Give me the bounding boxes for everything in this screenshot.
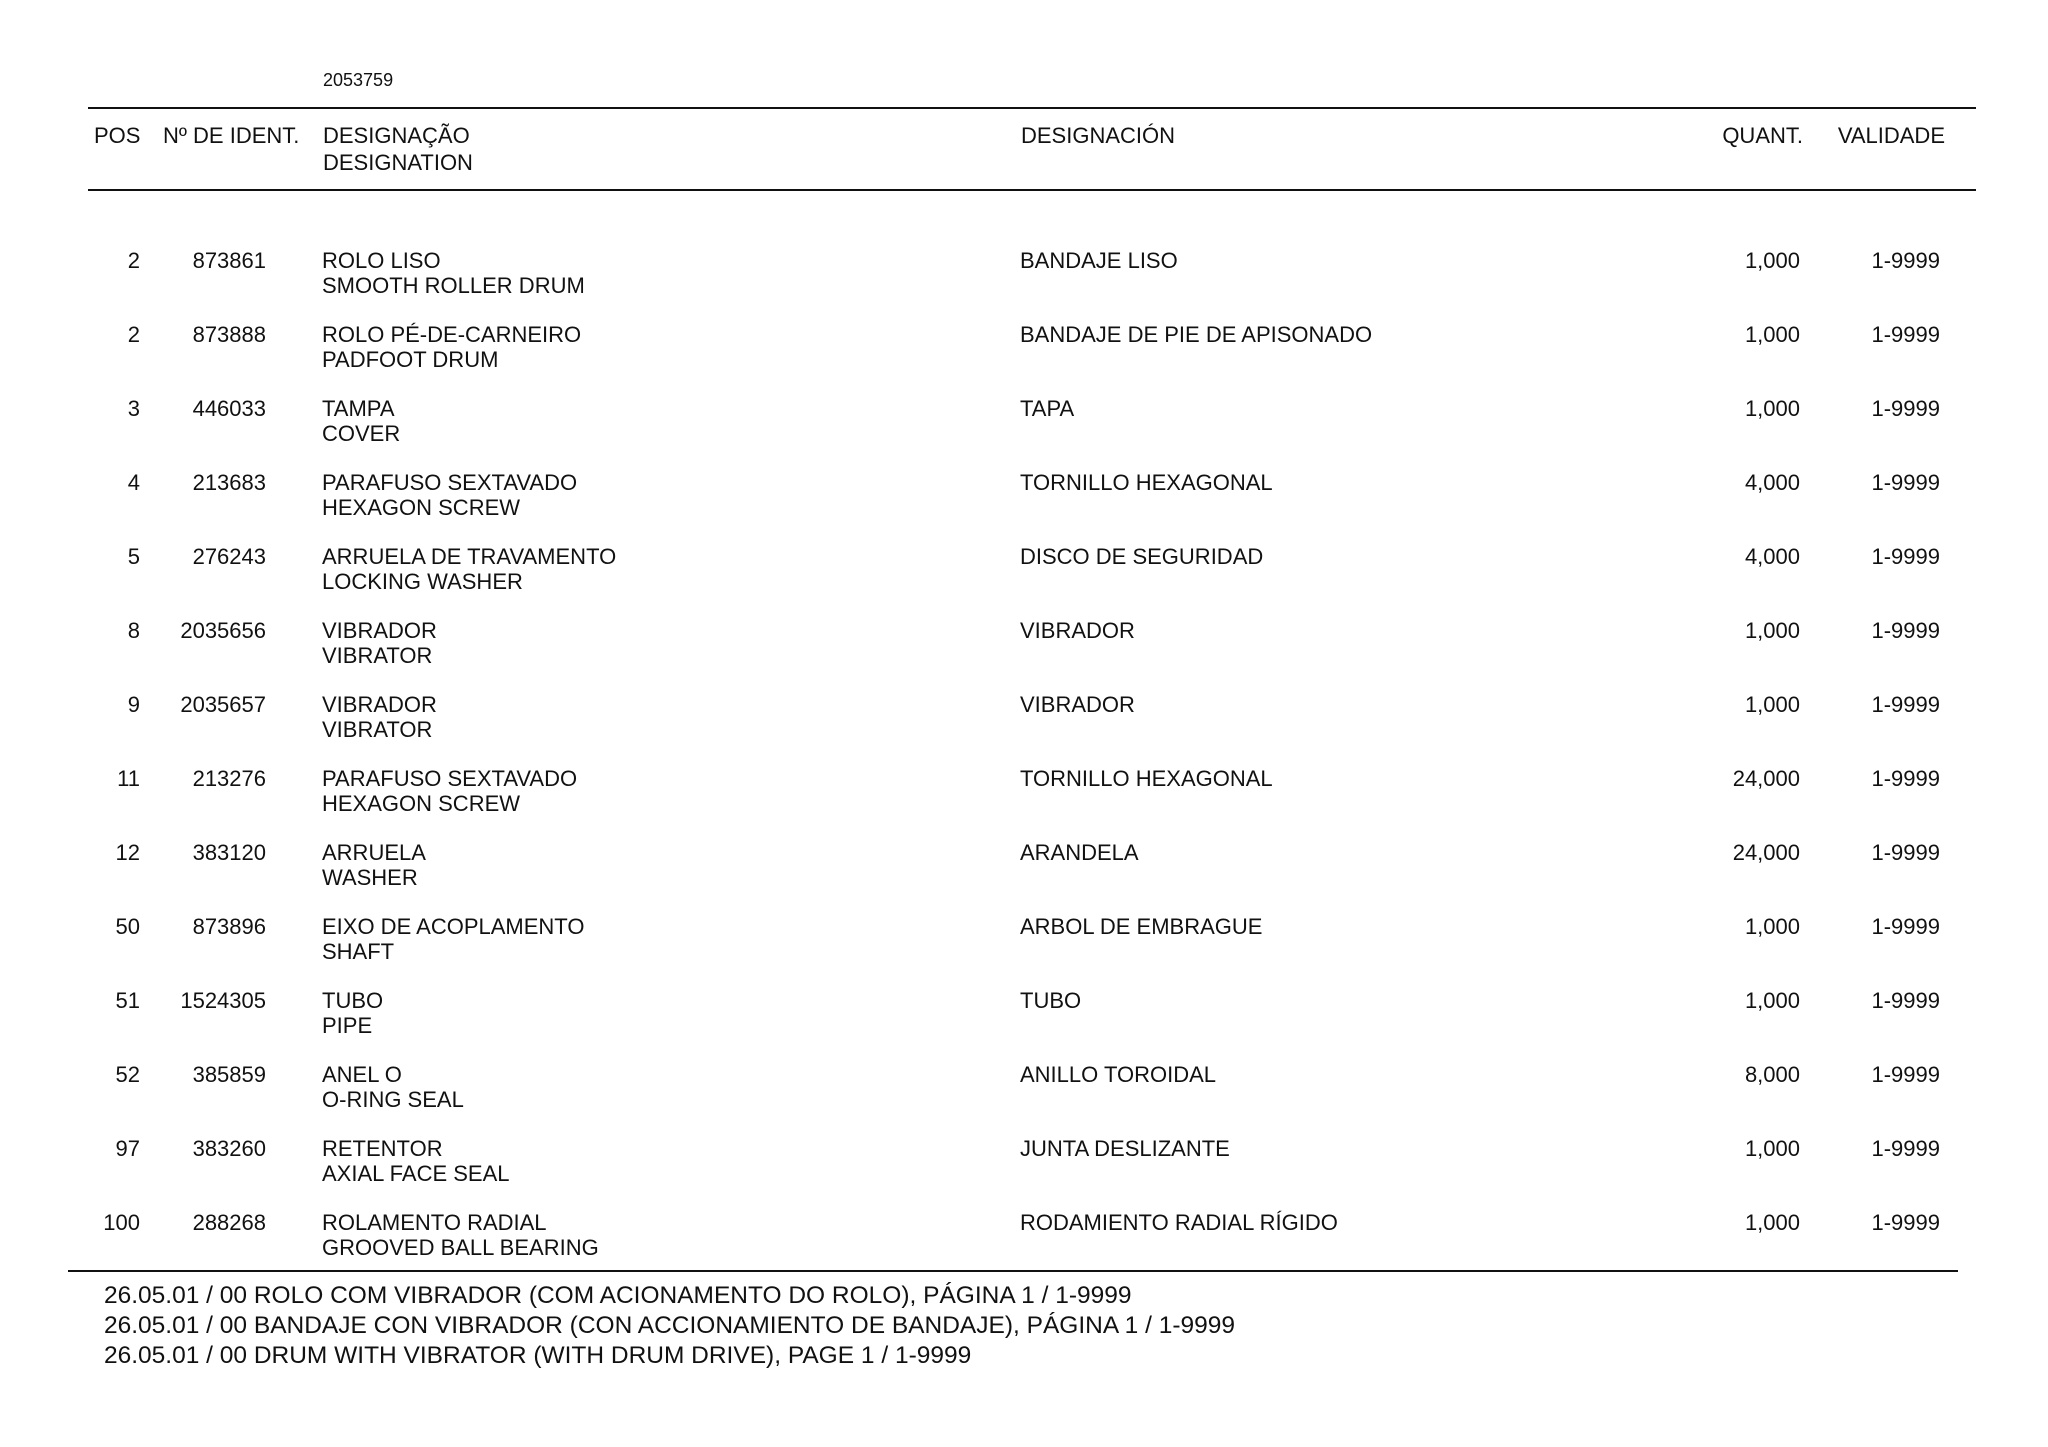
table-row [0,396,2048,470]
row-ident: 213276 [192,766,266,791]
row-designation-es: DISCO DE SEGURIDAD [1020,544,1264,569]
row-validity: 1-9999 [1871,692,1940,717]
row-designation-pt-en [322,840,426,890]
row-validity: 1-9999 [1871,766,1940,791]
row-designation-pt: PARAFUSO SEXTAVADO [322,766,578,791]
row-designation-en: COVER [322,421,401,446]
row-designation-pt: VIBRADOR [322,692,437,717]
row-designation-es: TUBO [1020,988,1082,1013]
row-ident: 873888 [192,322,266,347]
row-pos: 9 [127,692,140,717]
row-designation-pt: TAMPA [322,396,395,421]
row-designation-es: VIBRADOR [1020,692,1135,717]
row-pos: 3 [127,396,140,421]
row-designation-pt: ROLAMENTO RADIAL [322,1210,547,1235]
table-row [0,1136,2048,1210]
row-validity: 1-9999 [1871,248,1940,273]
row-validity: 1-9999 [1871,914,1940,939]
header-pos: POS [94,123,141,148]
row-validity: 1-9999 [1871,322,1940,347]
row-designation-en: VIBRATOR [322,717,433,742]
row-ident: 213683 [192,470,266,495]
footer-line-es: 26.05.01 / 00 BANDAJE CON VIBRADOR (CON ACCIONAMIENTO DE BANDAJE), PÁGINA 1 / 1-9999 [104,1312,1235,1339]
row-designation-pt: ROLO PÉ-DE-CARNEIRO [322,322,582,347]
row-designation-en: VIBRATOR [322,643,433,668]
row-validity: 1-9999 [1871,618,1940,643]
row-designation-es: TORNILLO HEXAGONAL [1020,470,1273,495]
row-designation-pt: TUBO [322,988,384,1013]
row-pos: 2 [127,322,140,347]
row-quant: 1,000 [1744,914,1800,939]
row-pos: 11 [117,766,140,791]
row-pos: 12 [115,840,140,865]
row-designation-pt-en [322,766,577,816]
row-designation-pt-en [322,1136,510,1186]
row-pos: 2 [127,248,140,273]
row-validity: 1-9999 [1871,1062,1940,1087]
row-quant: 1,000 [1744,322,1800,347]
row-ident: 385859 [192,1062,266,1087]
row-designation-en: PIPE [322,1013,373,1038]
row-designation-pt-en [322,1062,464,1112]
row-quant: 4,000 [1744,544,1800,569]
row-quant: 1,000 [1744,1136,1800,1161]
row-quant: 1,000 [1744,248,1800,273]
top-divider [88,107,1976,109]
table-row [0,544,2048,618]
row-designation-es: ANILLO TOROIDAL [1020,1062,1217,1087]
row-designation-pt-en [322,1210,599,1260]
row-pos: 100 [103,1210,140,1235]
row-quant: 4,000 [1744,470,1800,495]
row-designation-en: LOCKING WASHER [322,569,523,594]
table-row [0,470,2048,544]
row-designation-es: JUNTA DESLIZANTE [1020,1136,1230,1161]
row-designation-pt-en [322,322,581,372]
row-quant: 24,000 [1732,766,1800,791]
row-designation-es: BANDAJE LISO [1020,248,1178,273]
row-validity: 1-9999 [1871,988,1940,1013]
row-validity: 1-9999 [1871,396,1940,421]
header-divider [88,189,1976,191]
table-row [0,1062,2048,1136]
table-row [0,248,2048,322]
header-designation-pt-en [323,122,473,176]
row-designation-pt-en [322,396,400,446]
row-designation-en: GROOVED BALL BEARING [322,1235,599,1260]
row-quant: 1,000 [1744,988,1800,1013]
row-designation-en: WASHER [322,865,418,890]
row-designation-es: TORNILLO HEXAGONAL [1020,766,1273,791]
row-designation-en: SHAFT [322,939,395,964]
row-validity: 1-9999 [1871,840,1940,865]
header-designation-pt: DESIGNAÇÃO [323,123,470,148]
row-designation-es: RODAMIENTO RADIAL RÍGIDO [1020,1210,1338,1235]
row-designation-pt: VIBRADOR [322,618,437,643]
table-header [0,122,2048,182]
row-designation-en: SMOOTH ROLLER DRUM [322,273,585,298]
header-ident: Nº DE IDENT. [163,123,300,148]
row-designation-pt-en [322,470,577,520]
row-pos: 4 [127,470,140,495]
row-designation-en: HEXAGON SCREW [322,791,521,816]
row-ident: 1524305 [180,988,266,1013]
row-quant: 1,000 [1744,618,1800,643]
header-quant: QUANT. [1722,123,1803,148]
row-designation-es: TAPA [1020,396,1075,421]
table-row [0,988,2048,1062]
row-designation-pt-en [322,248,585,298]
row-validity: 1-9999 [1871,470,1940,495]
table-row [0,1210,2048,1284]
parts-table [0,248,2048,1284]
row-pos: 51 [115,988,140,1013]
row-designation-pt: ANEL O [322,1062,402,1087]
table-row [0,322,2048,396]
page-footer [104,1281,1235,1371]
table-row [0,914,2048,988]
row-designation-pt-en [322,692,437,742]
row-designation-pt: RETENTOR [322,1136,443,1161]
row-designation-pt-en [322,988,383,1038]
row-designation-es: VIBRADOR [1020,618,1135,643]
header-validity: VALIDADE [1837,123,1945,148]
row-validity: 1-9999 [1871,1210,1940,1235]
table-row [0,766,2048,840]
row-quant: 8,000 [1744,1062,1800,1087]
row-designation-en: HEXAGON SCREW [322,495,521,520]
row-designation-pt-en [322,544,616,594]
table-row [0,692,2048,766]
row-ident: 383120 [192,840,266,865]
row-designation-pt: PARAFUSO SEXTAVADO [322,470,578,495]
row-designation-pt: EIXO DE ACOPLAMENTO [322,914,585,939]
row-pos: 8 [127,618,140,643]
row-ident: 288268 [192,1210,266,1235]
row-designation-pt: ARRUELA [322,840,426,865]
row-pos: 52 [115,1062,140,1087]
row-ident: 383260 [192,1136,266,1161]
row-quant: 1,000 [1744,396,1800,421]
header-designation-es: DESIGNACIÓN [1021,123,1176,148]
row-designation-es: BANDAJE DE PIE DE APISONADO [1020,322,1373,347]
row-validity: 1-9999 [1871,544,1940,569]
row-ident: 2035657 [180,692,266,717]
table-row [0,840,2048,914]
row-ident: 2035656 [180,618,266,643]
bottom-divider [68,1270,1958,1272]
row-ident: 873861 [192,248,266,273]
row-pos: 50 [115,914,140,939]
row-designation-en: O-RING SEAL [322,1087,464,1112]
row-quant: 1,000 [1744,1210,1800,1235]
row-ident: 873896 [192,914,266,939]
row-designation-pt: ARRUELA DE TRAVAMENTO [322,544,617,569]
row-designation-es: ARBOL DE EMBRAGUE [1020,914,1263,939]
row-pos: 97 [115,1136,140,1161]
row-designation-pt-en [322,618,437,668]
row-designation-en: AXIAL FACE SEAL [322,1161,510,1186]
table-row [0,618,2048,692]
row-designation-pt-en [322,914,584,964]
row-quant: 1,000 [1744,692,1800,717]
row-designation-es: ARANDELA [1020,840,1139,865]
footer-line-pt: 26.05.01 / 00 ROLO COM VIBRADOR (COM ACIONAMENTO DO ROLO), PÁGINA 1 / 1-9999 [104,1282,1132,1309]
row-pos: 5 [127,544,140,569]
row-ident: 276243 [192,544,266,569]
row-designation-en: PADFOOT DRUM [322,347,499,372]
row-designation-pt: ROLO LISO [322,248,441,273]
header-designation-en: DESIGNATION [323,150,473,175]
row-quant: 24,000 [1732,840,1800,865]
row-validity: 1-9999 [1871,1136,1940,1161]
footer-line-en: 26.05.01 / 00 DRUM WITH VIBRATOR (WITH DRUM DRIVE), PAGE 1 / 1-9999 [104,1342,972,1369]
document-number: 2053759 [323,70,394,90]
row-ident: 446033 [192,396,266,421]
